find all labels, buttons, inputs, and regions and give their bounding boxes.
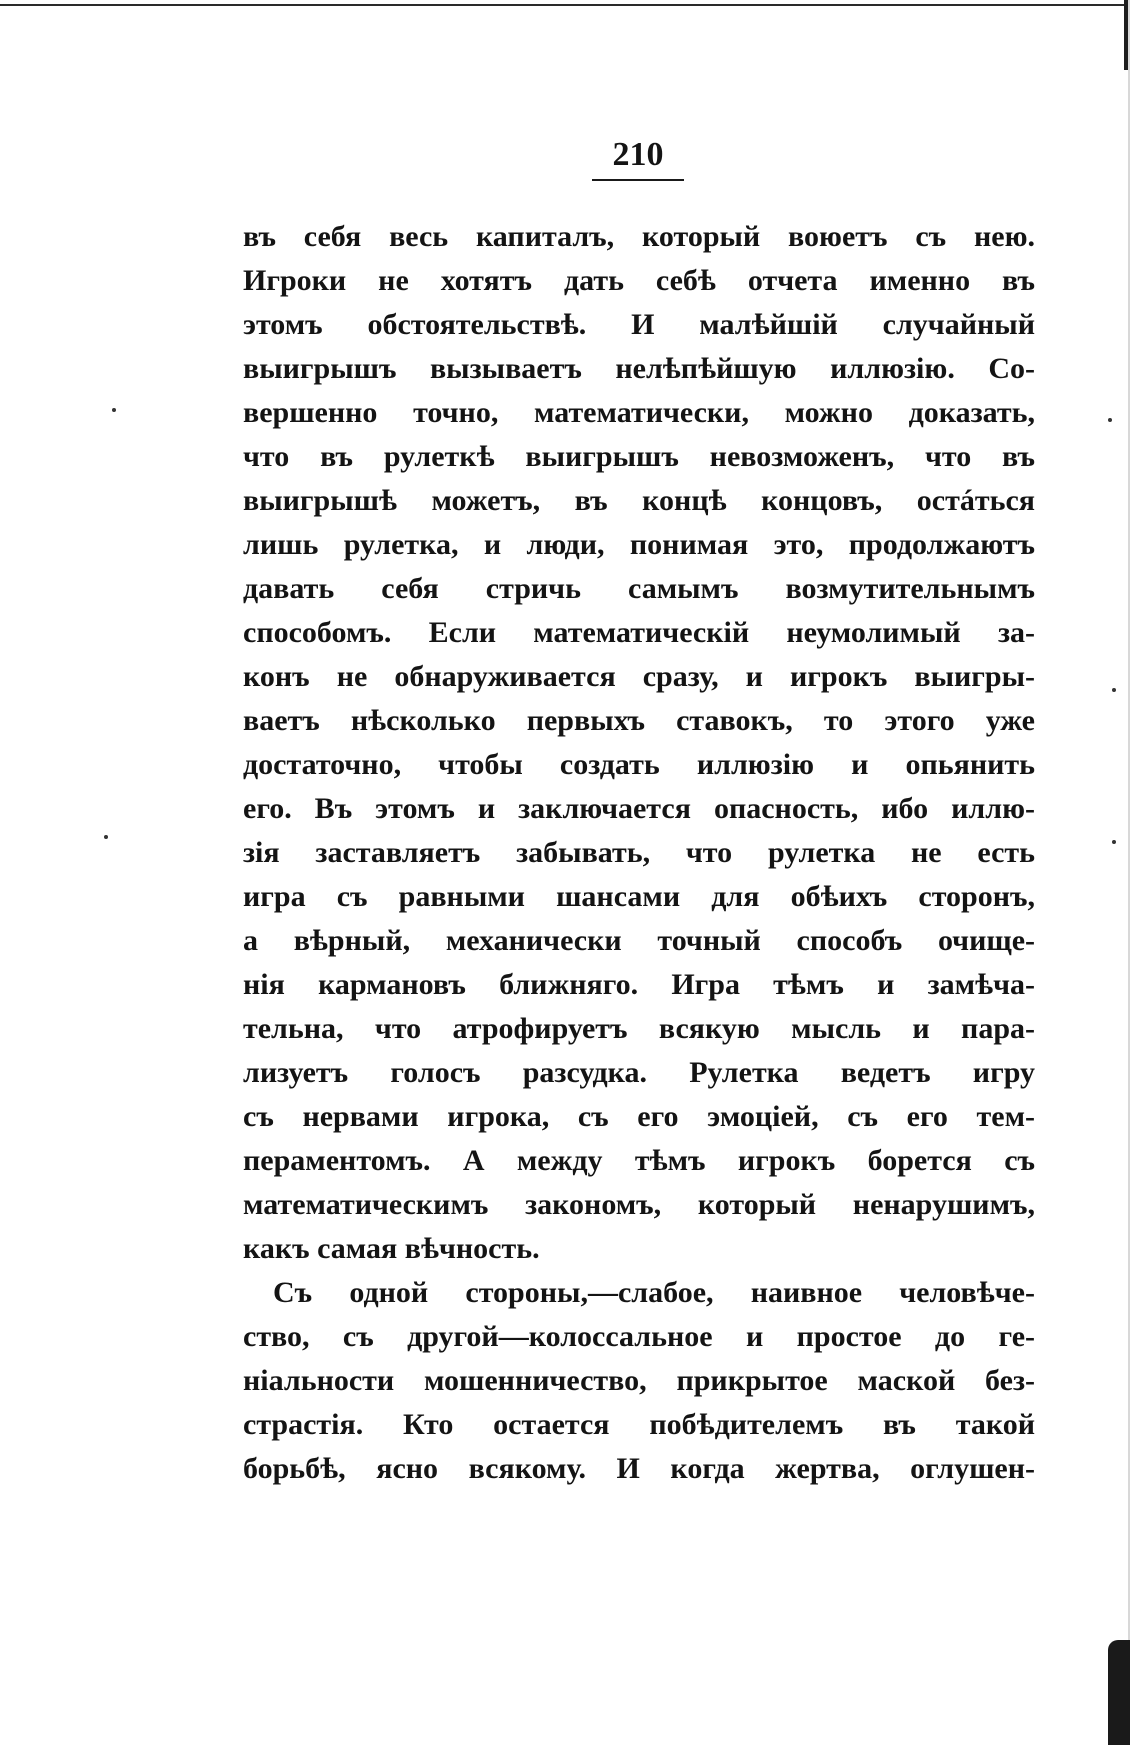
text-line: нія кармановъ ближняго. Игра тѣмъ и замѣча- <box>243 968 1035 1001</box>
text-line: его. Въ этомъ и заключается опасность, ибо иллю- <box>243 792 1035 825</box>
text-line: вершенно точно, математически, можно доказать, <box>243 396 1035 429</box>
text-line: ніальности мошенничество, прикрытое маской без- <box>243 1364 1035 1397</box>
scan-page-edge <box>1128 0 1130 1745</box>
text-line: выигрышѣ можетъ, въ концѣ концовъ, остáться <box>243 484 1035 517</box>
text-line: ство, съ другой—колоссальное и простое до ге- <box>243 1320 1035 1353</box>
scan-corner-smudge <box>1108 1640 1130 1745</box>
scan-speck <box>1112 840 1116 844</box>
page-number: 210 <box>612 136 664 173</box>
body-text <box>243 215 1035 1491</box>
text-line: давать себя стричь самымъ возмутительнымъ <box>243 572 1035 605</box>
text-line: пераментомъ. А между тѣмъ игрокъ борется съ <box>243 1144 1035 1177</box>
paragraph-1 <box>243 215 1035 1271</box>
text-line: борьбѣ, ясно всякому. И когда жертва, оглушен- <box>243 1452 1035 1485</box>
paragraph-2 <box>243 1271 1035 1491</box>
text-line: Игроки не хотятъ дать себѣ отчета именно въ <box>243 264 1035 297</box>
text-line: въ себя весь капиталъ, который воюетъ съ нею. <box>243 220 1035 253</box>
text-line: выигрышъ вызываетъ нелѣпѣйшую иллюзію. Со- <box>243 352 1035 385</box>
page-number-underline <box>592 179 684 181</box>
text-line: какъ самая вѣчность. <box>243 1232 540 1265</box>
scan-speck <box>104 835 108 839</box>
text-line: тельна, что атрофируетъ всякую мысль и пара- <box>243 1012 1035 1045</box>
text-line: что въ рулеткѣ выигрышъ невозможенъ, что въ <box>243 440 1035 473</box>
text-line: способомъ. Если математическій неумолимый за- <box>243 616 1035 649</box>
text-line: зія заставляетъ забывать, что рулетка не есть <box>243 836 1035 869</box>
text-line: страстія. Кто остается побѣдителемъ въ такой <box>243 1408 1035 1441</box>
scan-speck <box>1108 418 1112 422</box>
text-line: игра съ равными шансами для обѣихъ сторонъ, <box>243 880 1035 913</box>
text-line: лизуетъ голосъ разсудка. Рулетка ведетъ игру <box>243 1056 1035 1089</box>
scan-top-border <box>0 4 1128 6</box>
text-line: этомъ обстоятельствѣ. И малѣйшій случайный <box>243 308 1035 341</box>
text-line: конъ не обнаруживается сразу, и игрокъ выигры- <box>243 660 1035 693</box>
text-line: достаточно, чтобы создать иллюзію и опьянить <box>243 748 1035 781</box>
text-line: лишь рулетка, и люди, понимая это, продолжаютъ <box>243 528 1035 561</box>
text-line: Съ одной стороны,—слабое, наивное человѣче- <box>273 1276 1035 1309</box>
text-line: математическимъ закономъ, который ненарушимъ, <box>243 1188 1035 1221</box>
scan-speck <box>112 408 116 412</box>
scan-speck <box>1112 688 1116 692</box>
text-line: съ нервами игрока, съ его эмоціей, съ его тем- <box>243 1100 1035 1133</box>
text-line: а вѣрный, механически точный способъ очище- <box>243 924 1035 957</box>
text-line: ваетъ нѣсколько первыхъ ставокъ, то этого уже <box>243 704 1035 737</box>
